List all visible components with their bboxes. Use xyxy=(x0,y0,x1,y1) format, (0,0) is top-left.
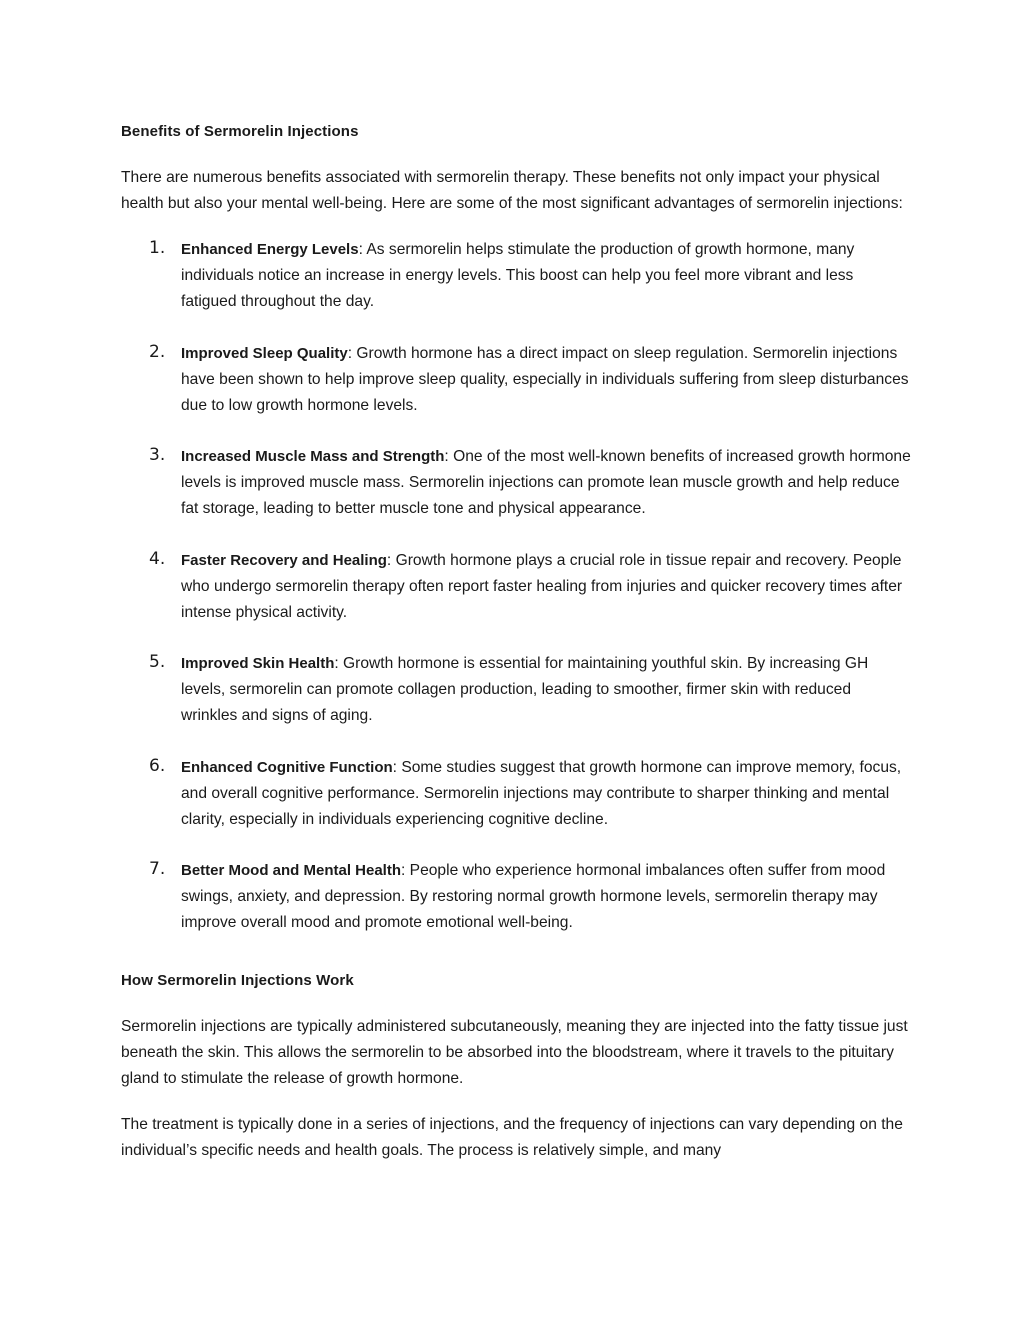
list-item-text: : Some studies suggest that growth hormone can improve memory, focus, and overall cognitive performance. Sermorelin injections may contribute to sharper thinking and mental clarity, especially in individuals experiencing cognitive decline. xyxy=(181,758,902,828)
list-item xyxy=(121,237,911,315)
list-number: 5. xyxy=(149,652,166,672)
list-item-text: : Growth hormone is essential for maintaining youthful skin. By increasing GH levels, sermorelin can promote collagen production, leading to smoother, firmer skin with reduced wrinkles and signs of aging. xyxy=(181,655,869,724)
list-item xyxy=(121,858,911,936)
list-item xyxy=(121,755,911,833)
list-item-title: Faster Recovery and Healing xyxy=(181,551,387,569)
list-number: 4. xyxy=(149,548,166,569)
list-item-title: Better Mood and Mental Health xyxy=(181,862,402,879)
list-item-text: : People who experience hormonal imbalances often suffer from mood swings, anxiety, and depression. By restoring normal growth hormone levels, sermorelin therapy may improve overall mood and promote emotional well-being. xyxy=(181,862,886,931)
list-item-text: : As sermorelin helps stimulate the production of growth hormone, many individuals notice an increase in energy levels. This boost can help you feel more vibrant and less fatigued throughout the day. xyxy=(181,241,855,310)
list-item xyxy=(121,651,911,729)
benefits-list xyxy=(121,237,911,936)
list-item-title: Improved Sleep Quality xyxy=(181,344,348,362)
section-heading-benefits: Benefits of Sermorelin Injections xyxy=(121,123,359,140)
list-number: 6. xyxy=(149,755,166,776)
list-item xyxy=(121,444,911,522)
list-item-title: Enhanced Cognitive Function xyxy=(181,758,393,776)
list-item-text: : Growth hormone has a direct impact on sleep regulation. Sermorelin injections have been shown to help improve sleep quality, especially in individuals suffering from sleep disturbances due to low growth hormone levels. xyxy=(181,344,909,414)
list-number: 2. xyxy=(149,341,166,362)
list-item-text: : One of the most well-known benefits of increased growth hormone levels is improved muscle mass. Sermorelin injections can promote lean muscle growth and help reduce fat storage, leading to better muscle tone and physical appearance. xyxy=(181,448,911,517)
body-paragraph: Sermorelin injections are typically administered subcutaneously, meaning they are injected into the fatty tissue just beneath the skin. This allows the sermorelin to be absorbed into the bloodstream, where it travels to the pituitary gland to stimulate the release of growth hormone. xyxy=(121,1018,908,1087)
list-item xyxy=(121,548,911,626)
list-item-title: Increased Muscle Mass and Strength xyxy=(181,448,445,465)
list-item-title: Enhanced Energy Levels xyxy=(181,241,359,258)
section-heading-how-it-works: How Sermorelin Injections Work xyxy=(121,972,354,989)
list-item-title: Improved Skin Health xyxy=(181,655,335,672)
document-page xyxy=(121,119,911,1164)
list-item-text: : Growth hormone plays a crucial role in tissue repair and recovery. People who undergo sermorelin therapy often report faster healing from injuries and quicker recovery times after intense physical activity. xyxy=(181,551,903,621)
list-item xyxy=(121,341,911,419)
list-number: 3. xyxy=(149,445,166,465)
intro-paragraph: There are numerous benefits associated with sermorelin therapy. These benefits not only impact your physical health but also your mental well-being. Here are some of the most significant advantages of sermorelin injections: xyxy=(121,169,903,212)
body-paragraph: The treatment is typically done in a series of injections, and the frequency of injections can vary depending on the individual’s specific needs and health goals. The process is relatively simple, and many xyxy=(121,1116,903,1159)
list-number: 7. xyxy=(149,859,166,879)
list-number: 1. xyxy=(149,238,166,258)
